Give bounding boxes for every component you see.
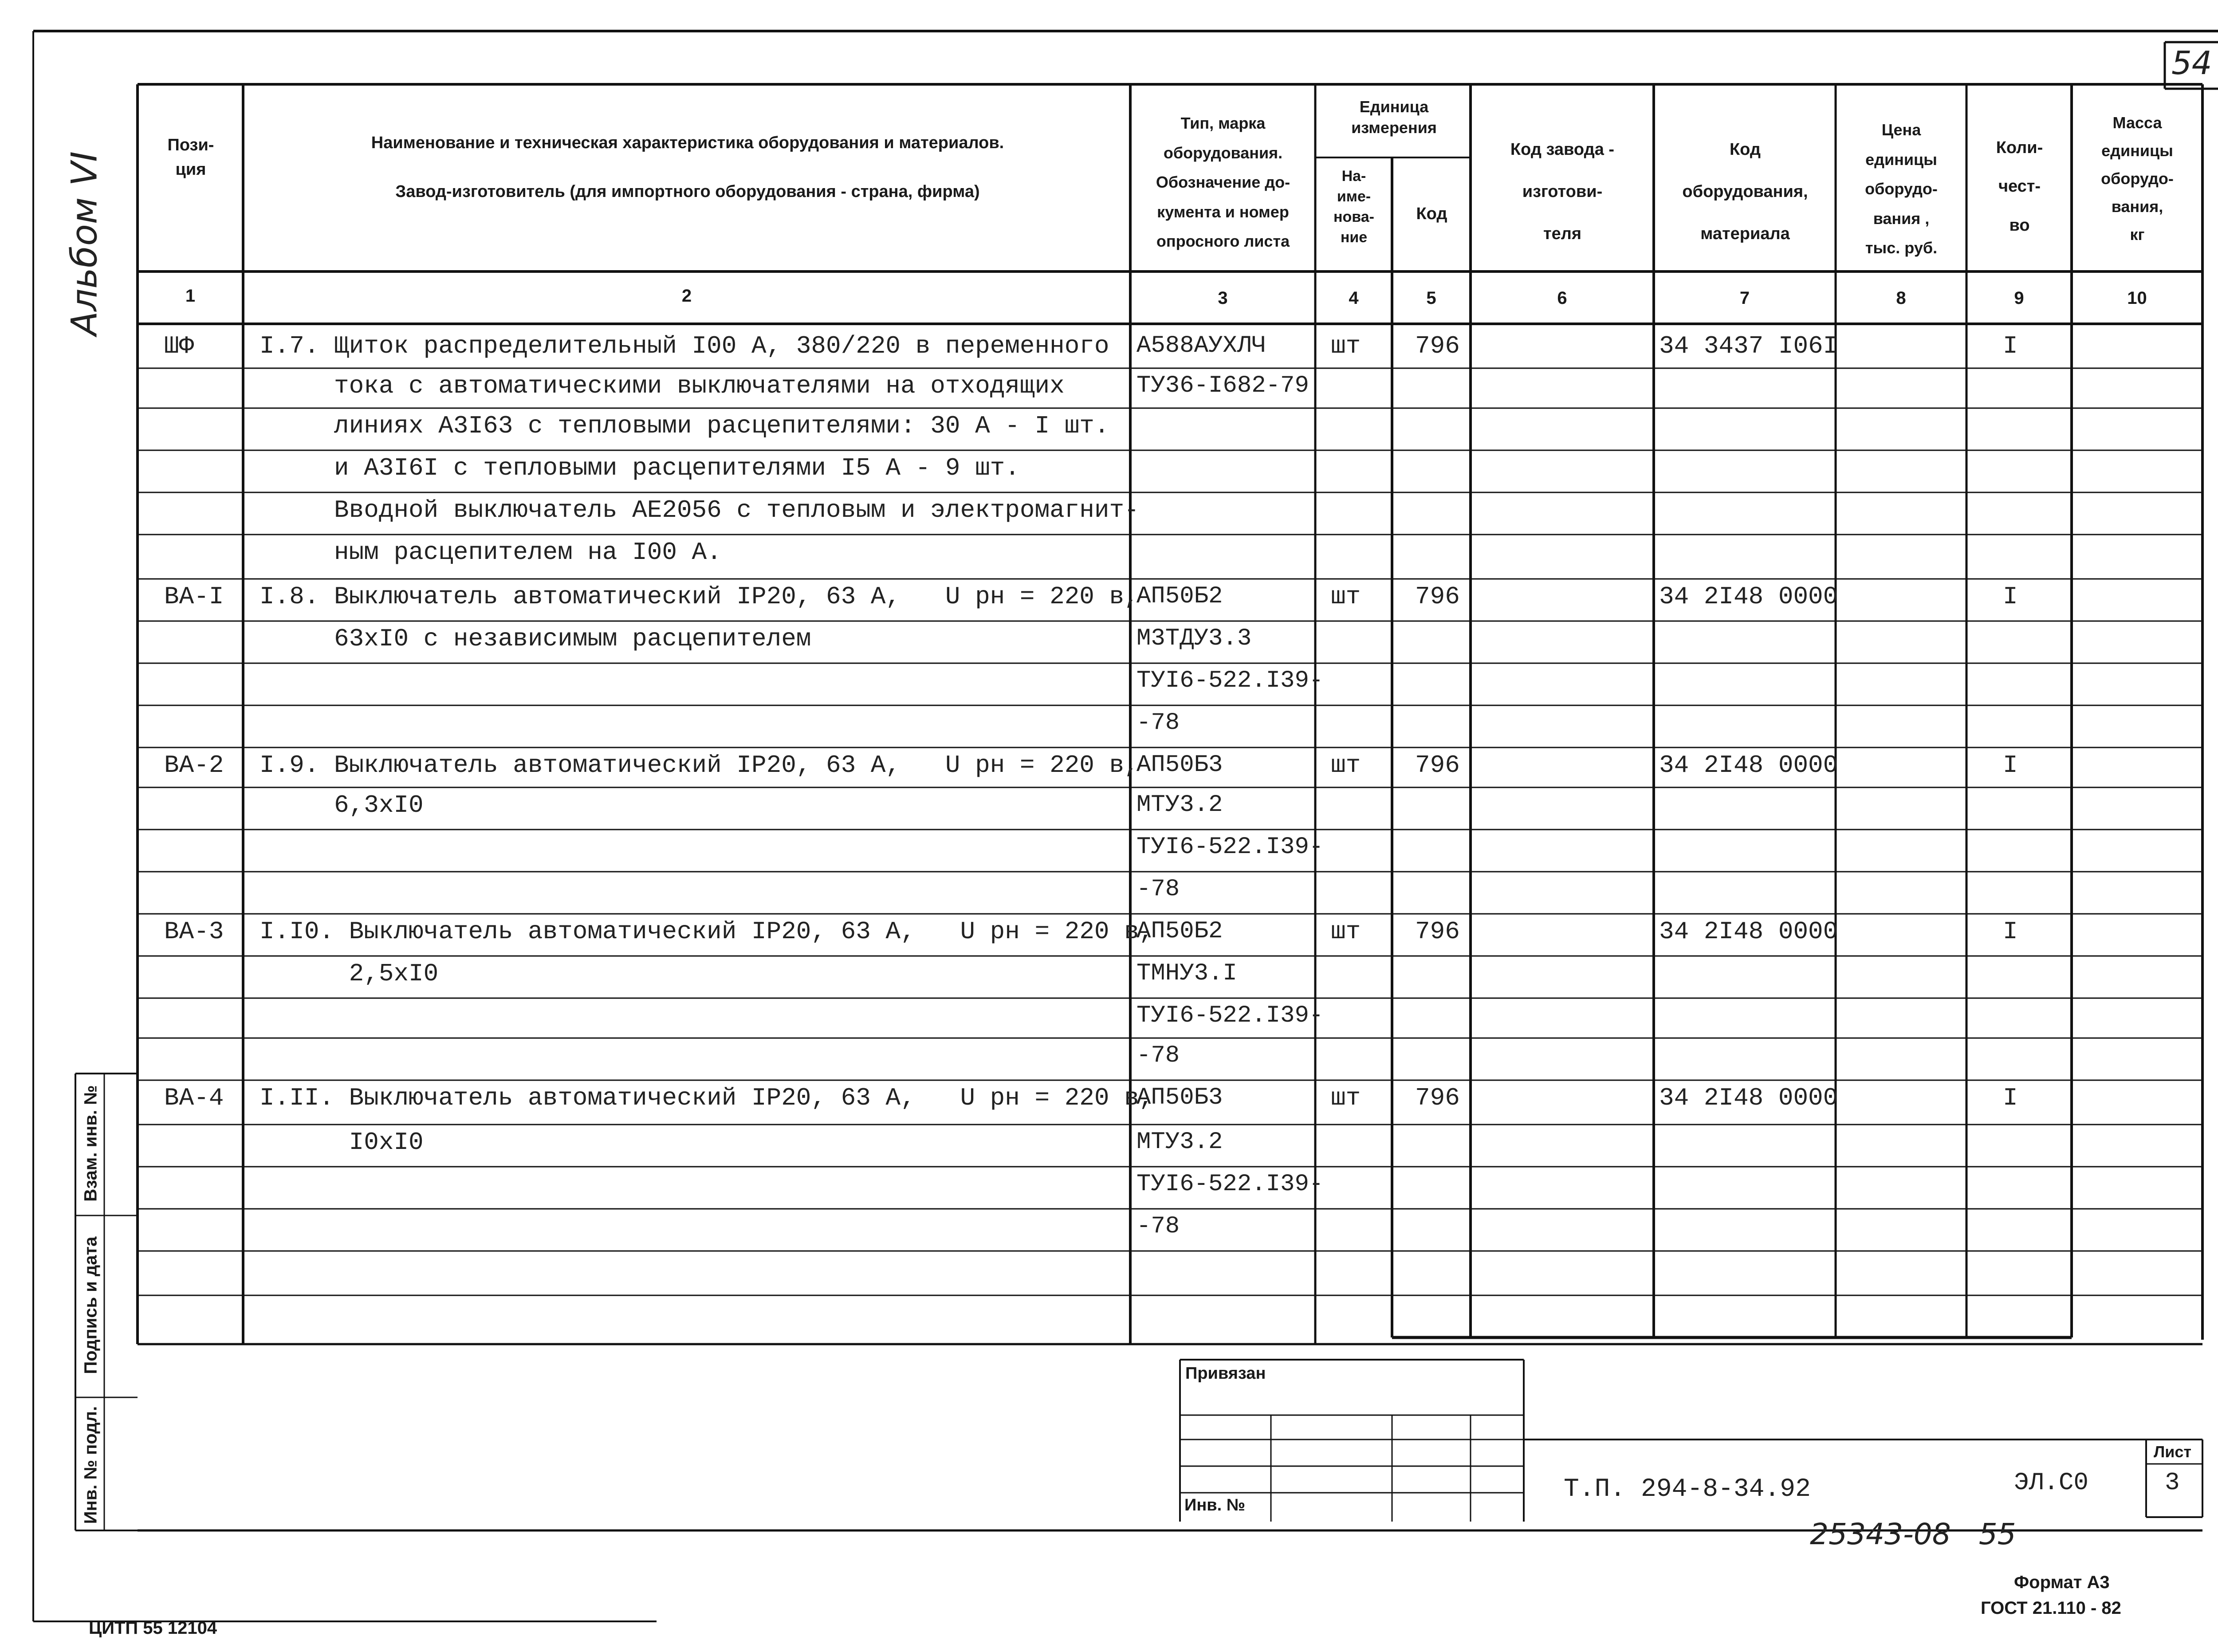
header-position: Пози- ция [167,136,214,179]
stamp-podpis-data: Подпись и дата [81,1236,101,1374]
row-position: ВА-I [164,582,224,611]
title-privyazan: Привязан [1185,1364,1266,1383]
title-list-label: Лист [2154,1443,2192,1461]
header-quantity: Коли- чест- во [1996,138,2043,235]
row-quantity: I [2003,332,2018,360]
row-name: тока с автоматическими выключателями на отходящих [260,372,1065,400]
col-number-1: 1 [185,286,196,306]
row-quantity: I [2003,917,2018,946]
row-unit-code: 796 [1415,917,1460,946]
album-label: Альбом VI [63,151,105,336]
row-name: 2,5хI0 [260,960,439,988]
header-name-line1: Наименование и техническая характеристика оборудования и материалов. [371,134,1004,152]
row-name: линиях А3I63 с тепловыми расцепителями: 30 А - I шт. [260,412,1109,440]
row-name: Вводной выключатель АЕ2056 с тепловым и электромагнит- [260,496,1139,524]
corner-sheet-number: 54 [2171,44,2212,82]
row-unit-code: 796 [1415,751,1460,779]
header-mass: Масса единицы оборудо- вания, кг [2101,114,2174,244]
row-name: I.9. Выключатель автоматический IP20, 63 А, U рн = 220 в, [260,751,1139,779]
row-name: I.II. Выключатель автоматический IP20, 63 А, U рн = 220 в, [260,1084,1154,1112]
col-number-2: 2 [681,286,692,306]
title-list-value: 3 [2165,1468,2180,1497]
row-name: I.8. Выключатель автоматический IP20, 63 А, U рн = 220 в, [260,582,1139,611]
header-price: Цена единицы оборудо- вания , тыс. руб. [1865,121,1938,257]
col-number-10: 10 [2127,288,2147,308]
row-type-mark: АП50Б2 [1137,918,1223,945]
col-number-8: 8 [1896,288,1906,308]
row-unit-code: 796 [1415,582,1460,611]
header-type: Тип, марка оборудования. Обозначение до- кумента и номер опросного листа [1156,114,1290,251]
row-unit-name: шт [1331,1084,1361,1112]
header-unit-code: Код [1416,205,1447,223]
title-inv-no: Инв. № [1184,1496,1246,1514]
header-equipment-code: Код оборудования, материала [1682,140,1808,243]
gost-label: ГОСТ 21.110 - 82 [1981,1598,2121,1618]
row-equipment-code: 34 3437 I06I [1659,332,1838,360]
row-type-mark: ТМНУ3.I [1137,960,1237,987]
row-unit-name: шт [1331,582,1361,611]
title-sheet-code: ЭЛ.С0 [2014,1468,2089,1497]
row-name: 6,3хI0 [260,791,424,819]
row-name: ным расцепителем на I00 А. [260,538,722,566]
row-type-mark: ТУI6-522.I39- [1137,834,1324,861]
row-type-mark: АП50Б2 [1137,583,1223,610]
row-position: ШФ [164,332,194,360]
format-label: Формат А3 [2014,1573,2110,1592]
col-number-3: 3 [1218,288,1228,308]
citp-label: ЦИТП 55 12104 [89,1618,217,1638]
col-number-9: 9 [2014,288,2024,308]
row-type-mark: ТУ36-I682-79 [1137,372,1309,399]
handwritten-reference: 25343-08 55 [1810,1517,2016,1551]
header-unit-name: На- име- нова- ние [1333,168,1374,246]
row-equipment-code: 34 2I48 0000 [1659,582,1838,611]
row-quantity: I [2003,582,2018,611]
col-number-6: 6 [1557,288,1567,308]
col-number-4: 4 [1349,288,1359,308]
row-name: I.7. Щиток распределительный I00 А, 380/220 в переменного [260,332,1109,360]
row-type-mark: -78 [1137,1042,1180,1069]
col-number-5: 5 [1426,288,1436,308]
row-position: ВА-4 [164,1084,224,1112]
row-position: ВА-2 [164,751,224,779]
row-type-mark: ТУI6-522.I39- [1137,1171,1324,1198]
row-type-mark: АП50Б3 [1137,751,1223,779]
row-type-mark: ТУI6-522.I39- [1137,1002,1324,1029]
row-quantity: I [2003,1084,2018,1112]
row-type-mark: ТУI6-522.I39- [1137,667,1324,694]
row-equipment-code: 34 2I48 0000 [1659,1084,1838,1112]
row-name: и А3I6I с тепловыми расцепителями I5 А - 9 шт. [260,454,1020,482]
row-unit-name: шт [1331,917,1361,946]
row-type-mark: МТУ3.2 [1137,791,1223,818]
title-doc-code: Т.П. 294-8-34.92 [1564,1475,1811,1504]
stamp-vzam-inv: Взам. инв. № [81,1085,101,1202]
row-unit-name: шт [1331,332,1361,360]
row-type-mark: -78 [1137,876,1180,903]
row-type-mark: -78 [1137,709,1180,736]
row-unit-code: 796 [1415,1084,1460,1112]
row-quantity: I [2003,751,2018,779]
header-name-line2: Завод-изготовитель (для импортного оборудования - страна, фирма) [395,182,980,201]
row-name: I.I0. Выключатель автоматический IP20, 63 А, U рн = 220 в, [260,917,1154,946]
col-number-7: 7 [1739,288,1750,308]
row-name: 63хI0 с независимым расцепителем [260,625,811,653]
row-type-mark: А588АУХЛЧ [1137,332,1266,359]
row-equipment-code: 34 2I48 0000 [1659,751,1838,779]
row-equipment-code: 34 2I48 0000 [1659,917,1838,946]
row-type-mark: М3ТДУ3.3 [1137,625,1252,652]
row-unit-name: шт [1331,751,1361,779]
stamp-inv-podl: Инв. № подл. [81,1406,101,1524]
row-type-mark: МТУ3.2 [1137,1129,1223,1156]
row-type-mark: -78 [1137,1213,1180,1240]
header-unit-group: Единица измерения [1351,98,1437,137]
row-type-mark: АП50Б3 [1137,1084,1223,1111]
row-name: I0хI0 [260,1128,424,1156]
row-position: ВА-3 [164,917,224,946]
header-plant-code: Код завода - изготови- теля [1510,140,1615,243]
row-unit-code: 796 [1415,332,1460,360]
